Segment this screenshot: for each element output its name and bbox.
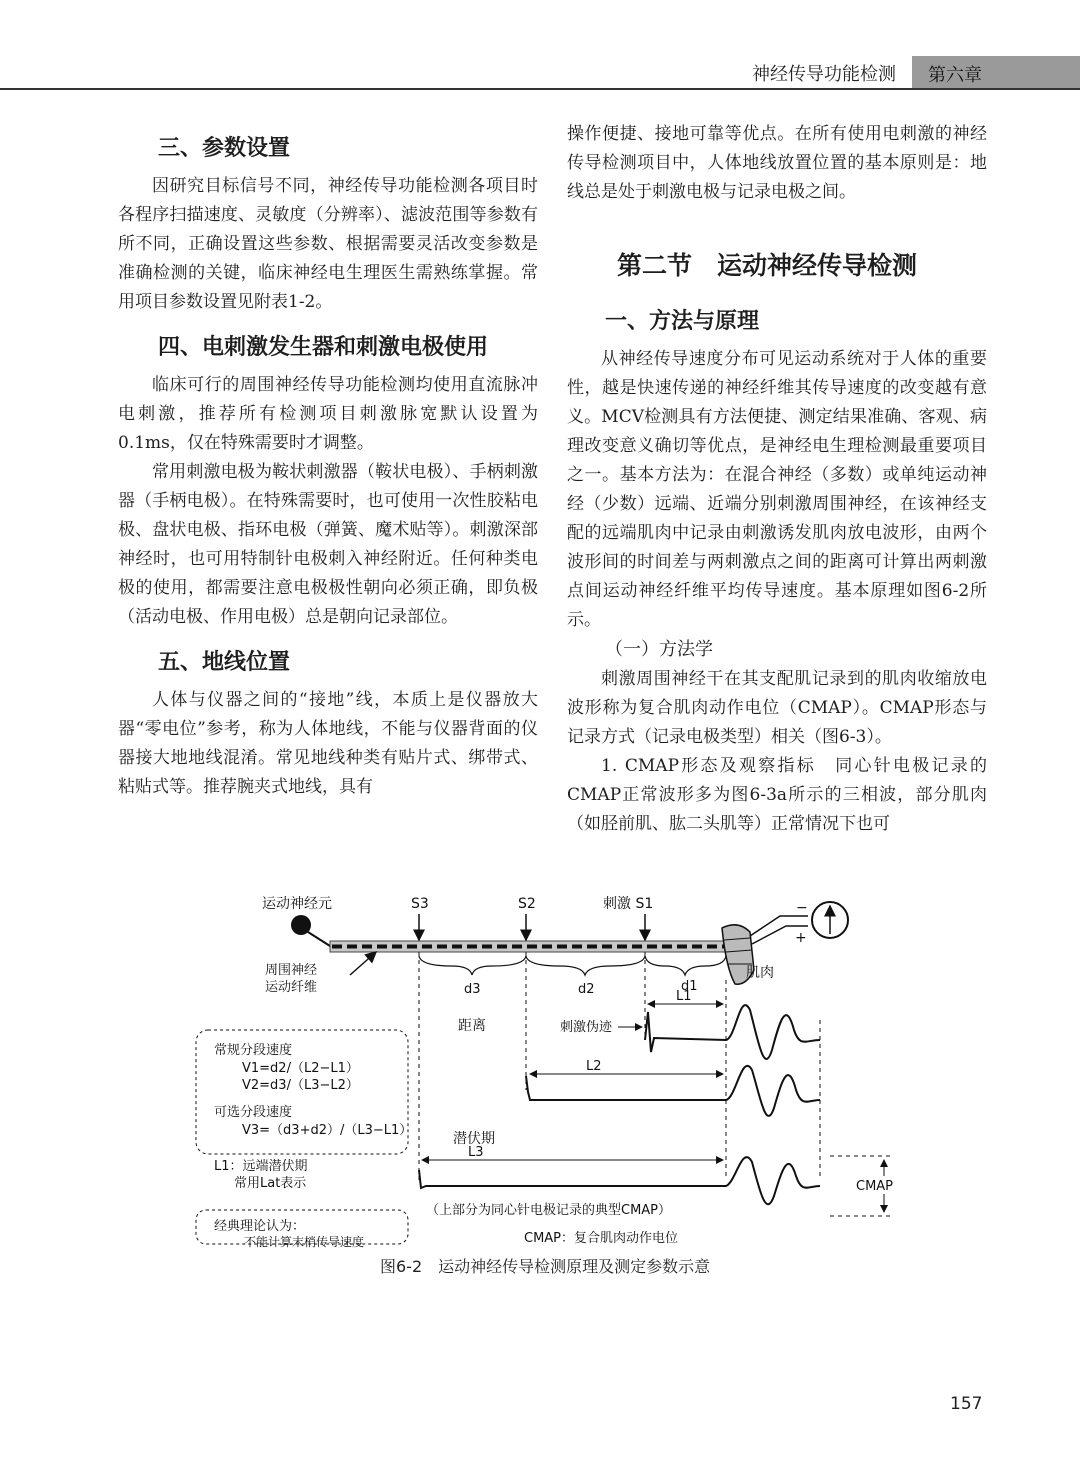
- running-header-title: 神经传导功能检测: [752, 64, 896, 85]
- label-s1: 刺激 S1: [603, 896, 654, 912]
- box1-v1: V1=d2/（L2−L1）: [242, 1061, 359, 1076]
- label-s2: S2: [518, 896, 536, 912]
- label-l3: L3: [468, 1145, 484, 1160]
- label-l1: L1: [676, 989, 692, 1004]
- chapter-tab: [912, 56, 1080, 88]
- label-distance: 距离: [458, 1018, 486, 1034]
- figure-caption: 图6-2 运动神经传导检测原理及测定参数示意: [380, 1257, 711, 1276]
- section-title: 第二节 运动神经传导检测: [617, 251, 918, 280]
- label-l2: L2: [586, 1059, 602, 1074]
- section-heading-stimulator: 四、电刺激发生器和刺激电极使用: [158, 335, 489, 360]
- subsection-heading: （一）方法学: [605, 639, 713, 660]
- box1-opt-title: 可选分段速度: [214, 1105, 293, 1120]
- paragraph: 临床可行的周围神经传导功能检测均使用直流脉冲电刺激，推荐所有检测项目刺激脉宽默认设置为0.1ms，仅在特殊需要时才调整。: [118, 375, 538, 453]
- label-nerve-1: 周围神经: [265, 963, 318, 978]
- box1-l1-def: L1：远端潜伏期: [214, 1159, 308, 1174]
- box2-line1: 经典理论认为：: [214, 1219, 306, 1234]
- label-d1: d1: [681, 979, 698, 994]
- label-muscle: 肌肉: [746, 965, 774, 981]
- left-column: [118, 120, 538, 802]
- paragraph: 人体与仪器之间的“接地”线，本质上是仪器放大器“零电位”参考，称为人体地线，不能与仪器背面的仪器接大地地线混淆。常见地线种类有贴片式、绑带式、粘贴式等。推荐腕夹式地线，具有: [118, 690, 538, 797]
- box1-l1-note: 常用Lat表示: [234, 1176, 307, 1191]
- header-rule: [0, 88, 1080, 90]
- label-latency: 潜伏期: [453, 1131, 495, 1147]
- box2-line2: 不能计算末梢传导速度: [244, 1235, 365, 1249]
- cmap-trace-s3: [419, 1157, 820, 1204]
- section-heading-parameters: 三、参数设置: [158, 136, 291, 161]
- section-heading-method: 一、方法与原理: [605, 309, 760, 334]
- brace-d2: [526, 956, 645, 975]
- box1-title: 常规分段速度: [214, 1043, 293, 1058]
- axon-stub: [308, 932, 330, 946]
- cmap-trace-s2: [526, 1066, 820, 1116]
- note-cmap-def: CMAP：复合肌肉动作电位: [524, 1231, 679, 1246]
- paragraph: 从神经传导速度分布可见运动系统对于人体的重要性，越是快速传递的神经纤维其传导速度的改变越有意义。MCV检测具有方法便捷、测定结果准确、客观、病理改变意义确切等优点，是神经电生理检测最重要项目之一。基本方法为：在混合神经（多数）或单纯运动神经（少数）远端、近端分别刺激周围神经，在该神经支配的远端肌肉中记录由刺激诱发肌肉放电波形，由两个波形间的时间差与两刺激点之间的距离可计算出两刺激点间运动神经纤维平均传导速度。基本原理如图6-2所示。: [567, 349, 987, 630]
- figure-diagram: [190, 880, 910, 1250]
- figure-6-2: [190, 880, 910, 1250]
- label-cmap: CMAP: [856, 1179, 894, 1194]
- label-artifact: 刺激伪迹: [560, 1020, 613, 1035]
- label-d2: d2: [578, 982, 595, 997]
- chapter-label: 第六章: [928, 65, 982, 86]
- paragraph: 刺激周围神经干在其支配肌记录到的肌肉收缩放电波形称为复合肌肉动作电位（CMAP）。CMAP形态与记录方式（记录电极类型）相关（图6-3）。: [567, 669, 987, 747]
- label-plus: +: [795, 930, 807, 946]
- label-d3: d3: [464, 982, 481, 997]
- page-number: 157: [950, 1394, 983, 1414]
- label-minus: −: [796, 900, 808, 916]
- nerve-label-arrow: [350, 952, 376, 975]
- paragraph: 1. CMAP形态及观察指标 同心针电极记录的CMAP正常波形多为图6-3a所示的三相波，部分肌肉（如胫前肌、肱二头肌等）正常情况下也可: [567, 756, 987, 834]
- paragraph: 因研究目标信号不同，神经传导功能检测各项目时各程序扫描速度、灵敏度（分辨率）、滤波范围等参数有所不同，正确设置这些参数、根据需要灵活改变参数是准确检测的关键，临床神经电生理医生需熟练掌握。常用项目参数设置见附表1-2。: [118, 176, 538, 312]
- box1-v2: V2=d3/（L3−L2）: [242, 1078, 359, 1093]
- section-heading-ground: 五、地线位置: [158, 650, 291, 675]
- cmap-trace-s1: [645, 1005, 820, 1059]
- paragraph: 常用刺激电极为鞍状刺激器（鞍状电极）、手柄刺激器（手柄电极）。在特殊需要时，也可使用一次性胶粘电极、盘状电极、指环电极（弹簧、魔术贴等）。刺激深部神经时，也可用特制针电极刺入神经附近。任何种类电极的使用，都需要注意电极极性朝向必须正确，即负极（活动电极、作用电极）总是朝向记录部位。: [118, 462, 538, 627]
- box1-v3: V3=（d3+d2）/（L3−L1）: [242, 1123, 413, 1138]
- brace-d1: [645, 956, 726, 975]
- brace-d3: [419, 956, 526, 975]
- label-nerve-2: 运动纤维: [265, 980, 318, 995]
- label-motor-neuron: 运动神经元: [262, 896, 332, 912]
- label-s3: S3: [411, 896, 429, 912]
- paragraph: 操作便捷、接地可靠等优点。在所有使用电刺激的神经传导检测项目中，人体地线放置位置的基本原则是：地线总是处于刺激电极与记录电极之间。: [567, 124, 987, 202]
- right-column: [567, 120, 987, 839]
- note-concentric: （上部分为同心针电极记录的典型CMAP）: [426, 1203, 672, 1218]
